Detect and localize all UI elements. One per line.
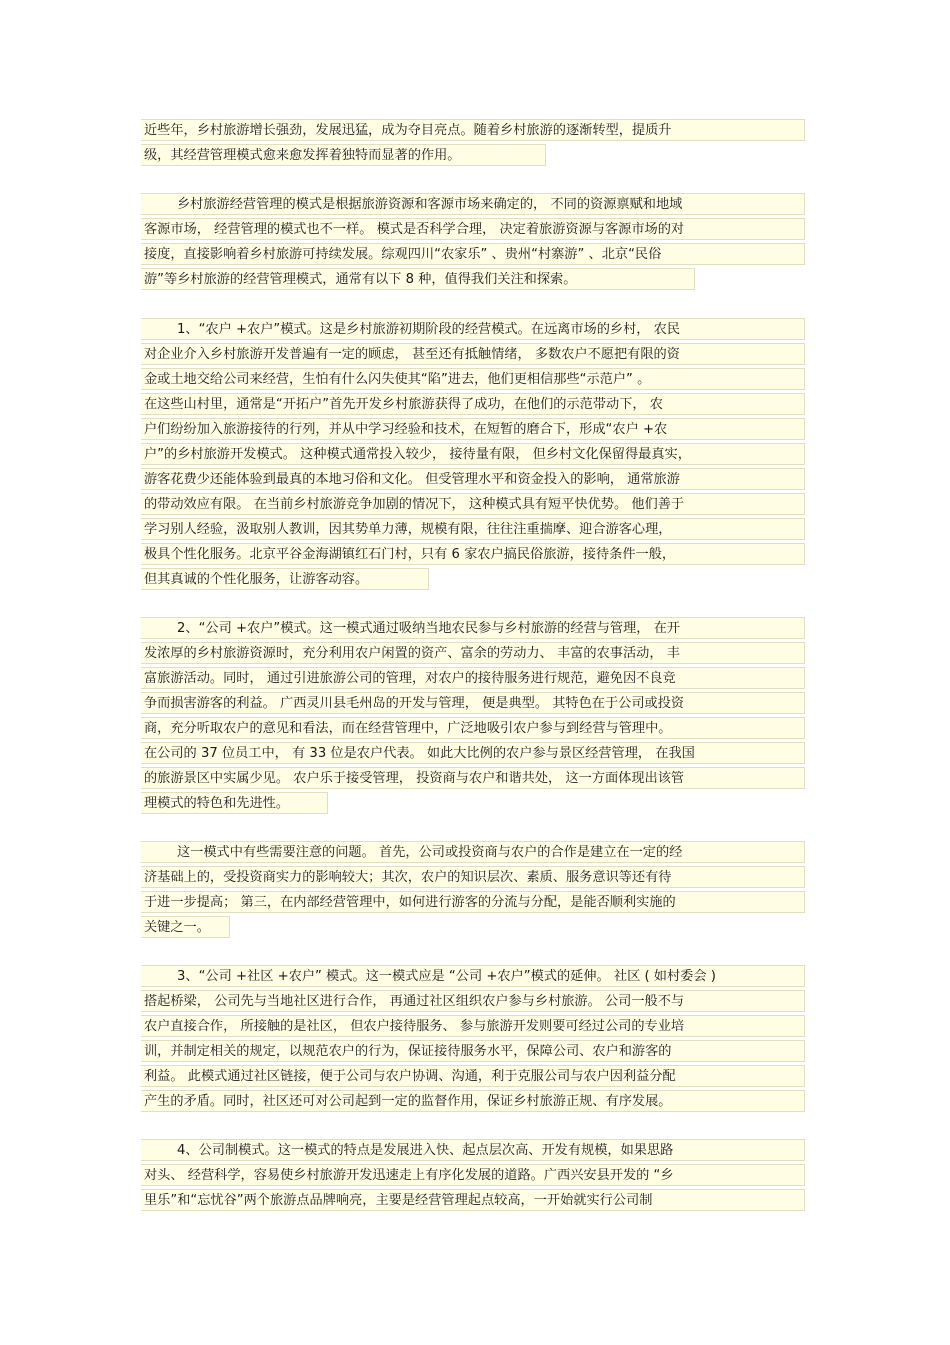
paragraph-intro xyxy=(141,119,809,169)
text-line: 利益。 此模式通过社区链接，便于公司与农户协调、沟通，利于克服公司与农户因利益分配 xyxy=(141,1065,805,1087)
text-line: 但其真诚的个性化服务，让游客动容。 xyxy=(141,568,429,590)
paragraph-mode-2 xyxy=(141,617,809,817)
text-line: 游客花费少还能体验到最真的本地习俗和文化。 但受管理水平和资金投入的影响， 通常旅游 xyxy=(141,468,805,490)
text-line: 近些年，乡村旅游增长强劲，发展迅猛，成为夺目亮点。随着乡村旅游的逐渐转型，提质升 xyxy=(141,119,805,141)
text-line: 产生的矛盾。同时，社区还可对公司起到一定的监督作用，保证乡村旅游正规、有序发展。 xyxy=(141,1090,805,1112)
text-line: 极具个性化服务。北京平谷金海湖镇红石门村，只有 6 家农户搞民俗旅游，接待条件一般， xyxy=(141,543,805,565)
text-line: 3、“公司 +社区 +农户” 模式。这一模式应是 “公司 +农户”模式的延伸。 社区 ( 如村委会 ) xyxy=(141,965,805,987)
text-line: 农户直接合作， 所接触的是社区， 但农户接待服务、 参与旅游开发则要可经过公司的专业培 xyxy=(141,1015,805,1037)
text-line: 乡村旅游经营管理的模式是根据旅游资源和客源市场来确定的， 不同的资源禀赋和地域 xyxy=(141,193,805,215)
text-line: 训，并制定相关的规定，以规范农户的行为，保证接待服务水平，保障公司、农户和游客的 xyxy=(141,1040,805,1062)
text-line: 接度，直接影响着乡村旅游可持续发展。综观四川“农家乐” 、贵州“村寨游” 、北京“民俗 xyxy=(141,243,805,265)
text-line: 济基础上的，受投资商实力的影响较大；其次，农户的知识层次、素质、服务意识等还有待 xyxy=(141,866,805,888)
paragraph-overview xyxy=(141,193,809,293)
text-line: 级，其经营管理模式愈来愈发挥着独特而显著的作用。 xyxy=(141,144,546,166)
text-line: 户”的乡村旅游开发模式。 这种模式通常投入较少， 接待量有限， 但乡村文化保留得最真实， xyxy=(141,443,805,465)
text-line: 理模式的特色和先进性。 xyxy=(141,792,328,814)
text-line: 金或土地交给公司来经营，生怕有什么闪失使其“陷”进去，他们更相信那些“示范户” 。 xyxy=(141,368,805,390)
text-line: 搭起桥梁， 公司先与当地社区进行合作， 再通过社区组织农户参与乡村旅游。 公司一般不与 xyxy=(141,990,805,1012)
text-line: 富旅游活动。同时， 通过引进旅游公司的管理，对农户的接待服务进行规范，避免因不良竞 xyxy=(141,667,805,689)
text-line: 发浓厚的乡村旅游资源时，充分利用农户闲置的资产、富余的劳动力、 丰富的农事活动， 丰 xyxy=(141,642,805,664)
text-line: 游”等乡村旅游的经营管理模式，通常有以下 8 种，值得我们关注和探索。 xyxy=(141,268,695,290)
text-line: 于进一步提高； 第三，在内部经营管理中，如何进行游客的分流与分配，是能否顺利实施的 xyxy=(141,891,805,913)
text-line: 在这些山村里，通常是“开拓户”首先开发乡村旅游获得了成功，在他们的示范带动下， 农 xyxy=(141,393,805,415)
text-line: 对头、 经营科学，容易使乡村旅游开发迅速走上有序化发展的道路。广西兴安县开发的 “乡 xyxy=(141,1164,805,1186)
paragraph-mode-4 xyxy=(141,1139,809,1214)
text-line: 4、公司制模式。这一模式的特点是发展进入快、起点层次高、开发有规模，如果思路 xyxy=(141,1139,805,1161)
text-line: 1、“农户 +农户”模式。这是乡村旅游初期阶段的经营模式。在远离市场的乡村， 农民 xyxy=(141,318,805,340)
text-line: 争而损害游客的利益。 广西灵川县毛州岛的开发与管理， 便是典型。 其特色在于公司或投资 xyxy=(141,692,805,714)
text-line: 户们纷纷加入旅游接待的行列，并从中学习经验和技术，在短暂的磨合下，形成“农户 +农 xyxy=(141,418,805,440)
text-line: 学习别人经验，汲取别人教训，因其势单力薄，规模有限，往往注重揣摩、迎合游客心理， xyxy=(141,518,805,540)
paragraph-mode-3 xyxy=(141,965,809,1115)
text-line: 商，充分听取农户的意见和看法，而在经营管理中，广泛地吸引农户参与到经营与管理中。 xyxy=(141,717,805,739)
text-line: 这一模式中有些需要注意的问题。 首先，公司或投资商与农户的合作是建立在一定的经 xyxy=(141,841,805,863)
text-line: 客源市场， 经营管理的模式也不一样。 模式是否科学合理， 决定着旅游资源与客源市场的对 xyxy=(141,218,805,240)
paragraph-mode-1 xyxy=(141,318,809,593)
text-line: 在公司的 37 位员工中， 有 33 位是农户代表。 如此大比例的农户参与景区经营管理， 在我国 xyxy=(141,742,805,764)
text-line: 的带动效应有限。 在当前乡村旅游竞争加剧的情况下， 这种模式具有短平快优势。 他们善于 xyxy=(141,493,805,515)
text-line: 的旅游景区中实属少见。 农户乐于接受管理， 投资商与农户和谐共处， 这一方面体现出该管 xyxy=(141,767,805,789)
text-line: 2、“公司 +农户”模式。这一模式通过吸纳当地农民参与乡村旅游的经营与管理， 在开 xyxy=(141,617,805,639)
text-line: 关键之一。 xyxy=(141,916,230,938)
text-line: 对企业介入乡村旅游开发普遍有一定的顾虑， 甚至还有抵触情绪， 多数农户不愿把有限的资 xyxy=(141,343,805,365)
text-line: 里乐”和“忘忧谷”两个旅游点品牌响亮，主要是经营管理起点较高，一开始就实行公司制 xyxy=(141,1189,805,1211)
paragraph-mode-2-issues xyxy=(141,841,809,941)
